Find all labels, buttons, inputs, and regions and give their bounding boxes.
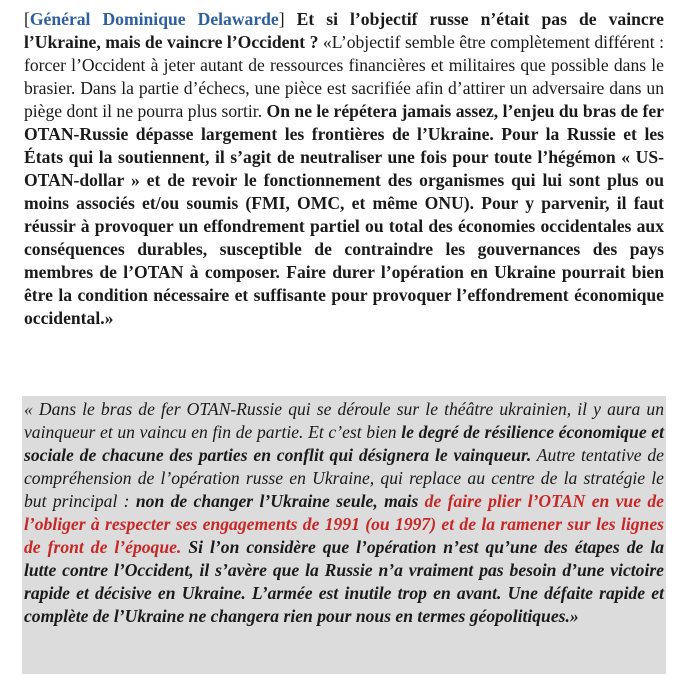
article-paragraph xyxy=(24,8,664,330)
quote-attempt-text: Autre tentative de compréhension de l’opération russe en Ukraine, qui replace au centre de la stratégie le but principal : xyxy=(24,445,664,511)
quote-resilience-bold: le degré de résilience économique et sociale de chacune des parties en conflit qui désignera le vainqueur. xyxy=(24,422,664,465)
quote-bold-text: On ne le répétera jamais assez, l’enjeu du bras de fer OTAN-Russie dépasse largement les frontières de l’Ukraine. Pour la Russie et les États qui la soutiennent, il s’agit de neutraliser une fois pour toute l’hégémon « US-OTAN-dollar » et de revoir le fonctionnement des organismes qui lui sont plus ou moins associés et/ou soumis (FMI, OMC, et même ONU). Pour y parvenir, il faut réussir à provoquer un effondrement partiel ou total des économies occidentales aux conséquences durables, susceptible de contraindre les gouvernances des pays membres de l’OTAN à composer. Faire durer l’opération en Ukraine pourrait bien être la condition nécessaire et suffisante pour provoquer l’effondrement économique occidental.» xyxy=(24,101,664,328)
quote-intro: « Dans le bras de fer OTAN-Russie qui se déroule sur le théâtre ukrainien, il y aura un vainqueur et un vaincu en fin de partie. Et c’est bien xyxy=(24,399,664,442)
quote-plain-text: «L’objectif semble être complètement différent : forcer l’Occident à jeter autant de ressources financières et militaires que possible dans le brasier. Dans la partie d’échecs, une pièce est sacrifiée afin d’attirer un adversaire dans un piège dont il ne pourra plus sortir. xyxy=(24,32,664,121)
bracket-close: ] xyxy=(278,9,285,29)
highlighted-quote xyxy=(24,398,664,628)
article-title: Et si l’objectif russe n’était pas de vaincre l’Ukraine, mais de vaincre l’Occident ? xyxy=(24,9,664,52)
quote-goal-bold: non de changer l’Ukraine seule, mais xyxy=(135,491,419,511)
quote-nato-red: de faire plier l’OTAN en vue de l’obliger à respecter ses engagements de 1991 (ou 1997) et de la ramener sur les lignes de front de l’époque. xyxy=(24,491,664,557)
quote-conclusion-bold: Si l’on considère que l’opération n’est qu’une des étapes de la lutte contre l’Occident, il s’avère que la Russie n’a vraiment pas besoin d’une victoire rapide et décisive en Ukraine. L’armée est inutile trop en avant. Une défaite rapide et complète de l’Ukraine ne changera rien pour nous en termes géopolitiques.» xyxy=(24,537,664,626)
author-link[interactable]: Général Dominique Delawarde xyxy=(29,9,279,29)
bracket-open: [ xyxy=(24,9,30,29)
